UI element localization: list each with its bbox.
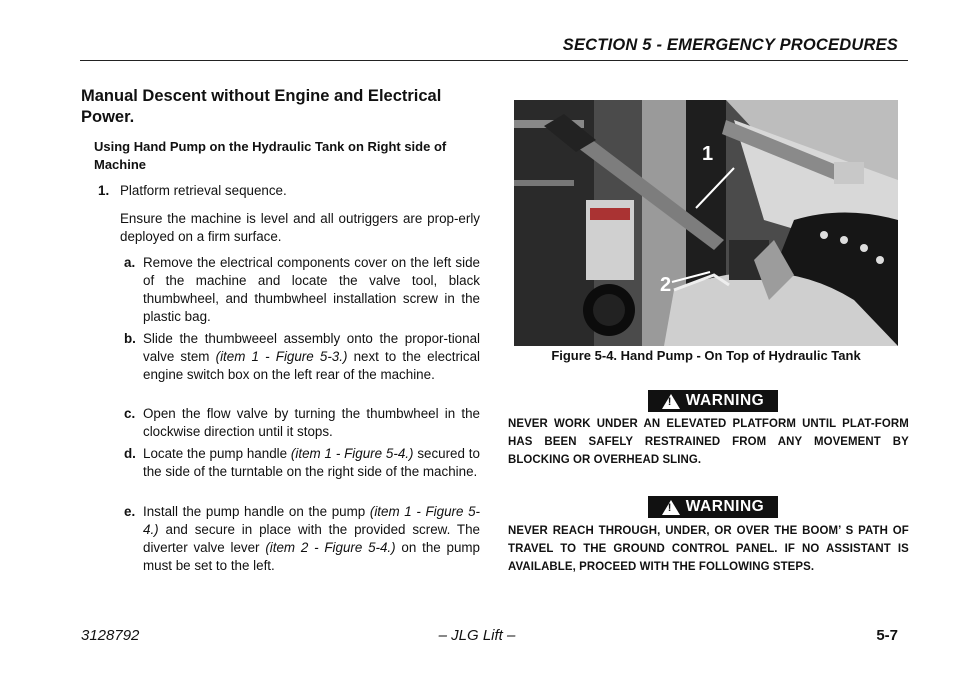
hand-pump-photo [514,100,898,346]
figure-caption: Figure 5-4. Hand Pump - On Top of Hydraulic Tank [551,348,861,363]
item-letter: e. [124,504,136,519]
item-text: Slide the thumbweeel assembly onto the propor-tional valve stem (item 1 - Figure 5-3.) next to the electrical engine switch box on the left rear of the machine. [143,331,481,382]
section-heading: Manual Descent without Engine and Electrical Power. [81,87,442,126]
subheading: Using Hand Pump on the Hydraulic Tank on Right side of Machine [94,139,447,172]
figure-reference: (item 1 - Figure 5-4.) [143,504,481,537]
warning-triangle-icon: ! [662,394,680,409]
warning-label: WARNING [685,392,765,409]
callout-1: 1 [702,143,714,165]
document-number: 3128792 [81,627,140,644]
warning-badge [648,390,778,412]
warning-badge [648,496,778,518]
hand-pump-illustration [514,100,898,346]
list-item-b [124,330,480,384]
figure-reference: (item 2 - Figure 5-4.) [265,540,396,555]
step-text: Platform retrieval sequence. [120,183,287,198]
page-number: 5-7 [876,627,898,644]
item-text: Open the flow valve by turning the thumbwheel in the clockwise direction until it stops. [143,406,480,439]
item-text: Install the pump handle on the pump (item 1 - Figure 5-4.) and secure in place with the provided screw. The diverter valve lever (item 2 - Figure 5-4.) on the pump must be set to the left. [143,504,481,573]
step-1 [98,182,480,200]
item-text: Remove the electrical components cover on the left side of the machine and locate the valve tool, black thumbwheel, and thumbwheel installation screw in the plastic bag. [143,255,480,324]
item-letter: c. [124,406,136,421]
item-letter: b. [124,331,136,346]
step-number: 1. [98,183,110,198]
list-item-e [124,503,480,575]
callout-2: 2 [660,274,672,296]
header-divider [80,60,908,61]
item-letter: d. [124,446,136,461]
warning-triangle-icon: ! [662,500,680,515]
warning-text: NEVER WORK UNDER AN ELEVATED PLATFORM UNTIL PLAT-FORM HAS BEEN SAFELY RESTRAINED FROM ANY MOVEMENT BY BLOCKING OR OVERHEAD SLING. [508,416,909,466]
list-item-d [124,445,480,481]
list-item-c [124,405,480,441]
footer-brand: – JLG Lift – [438,627,516,644]
warning-label: WARNING [685,498,765,515]
instruction-paragraph: Ensure the machine is level and all outriggers are prop-erly deployed on a firm surface. [120,211,480,244]
warning-text: NEVER REACH THROUGH, UNDER, OR OVER THE BOOM’ S PATH OF TRAVEL TO THE GROUND CONTROL PANEL. IF NO ASSISTANT IS AVAILABLE, PROCEED WITH THE FOLLOWING STEPS. [508,523,909,573]
figure-reference: (item 1 - Figure 5-3.) [215,349,348,364]
item-text: Locate the pump handle (item 1 - Figure 5-4.) secured to the side of the turntable on the right side of the machine. [143,446,480,479]
item-letter: a. [124,255,136,270]
list-item-a [124,254,480,326]
figure-reference: (item 1 - Figure 5-4.) [290,446,414,461]
section-header: SECTION 5 - EMERGENCY PROCEDURES [562,36,898,54]
